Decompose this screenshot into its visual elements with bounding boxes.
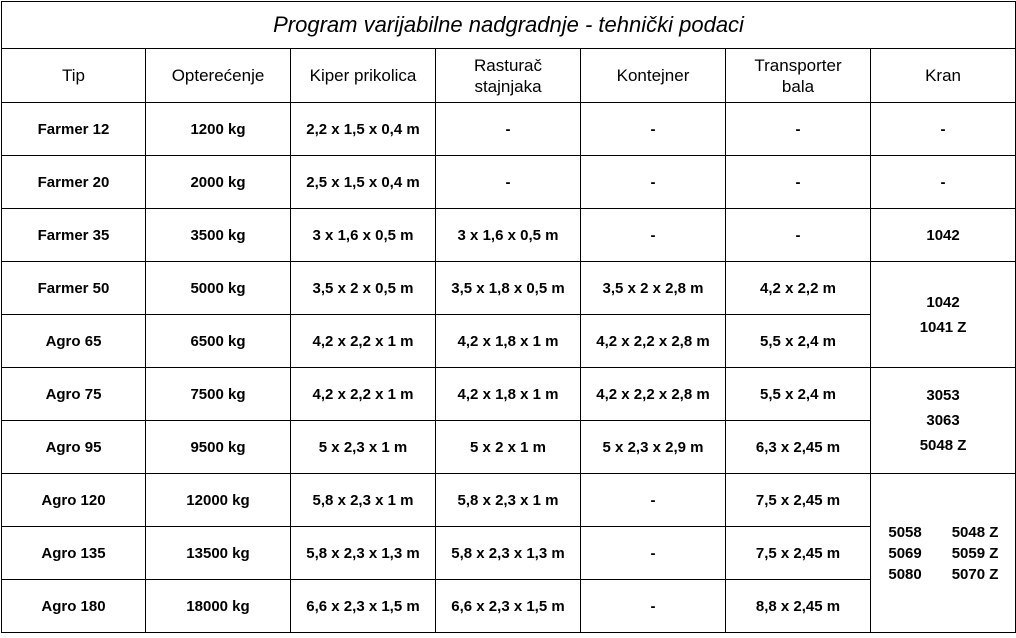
table-row bbox=[2, 209, 1016, 262]
table-row bbox=[2, 474, 1016, 527]
cell-rasturac: 3,5 x 1,8 x 0,5 m bbox=[436, 262, 581, 315]
table-row bbox=[2, 368, 1016, 421]
cell-kiper: 2,5 x 1,5 x 0,4 m bbox=[291, 156, 436, 209]
cell-rasturac: - bbox=[436, 156, 581, 209]
cell-opterecenje: 6500 kg bbox=[146, 315, 291, 368]
table-row bbox=[2, 262, 1016, 315]
kran-model: 1042 bbox=[926, 293, 960, 311]
cell-opterecenje: 13500 kg bbox=[146, 527, 291, 580]
header-transporter-bala bbox=[726, 49, 871, 103]
cell-kran: - bbox=[871, 156, 1016, 209]
cell-kontejner: 5 x 2,3 x 2,9 m bbox=[581, 421, 726, 474]
cell-kontejner: 3,5 x 2 x 2,8 m bbox=[581, 262, 726, 315]
cell-tip: Agro 120 bbox=[2, 474, 146, 527]
cell-rasturac: - bbox=[436, 103, 581, 156]
cell-kontejner: - bbox=[581, 209, 726, 262]
cell-opterecenje: 12000 kg bbox=[146, 474, 291, 527]
kran-model: 5080 bbox=[888, 565, 922, 583]
cell-kontejner: 4,2 x 2,2 x 2,8 m bbox=[581, 368, 726, 421]
cell-rasturac: 6,6 x 2,3 x 1,5 m bbox=[436, 580, 581, 633]
kran-model-grid bbox=[871, 524, 1015, 583]
cell-kiper: 3,5 x 2 x 0,5 m bbox=[291, 262, 436, 315]
cell-kontejner: - bbox=[581, 156, 726, 209]
kran-model: 5059 Z bbox=[951, 544, 999, 562]
cell-transporter: - bbox=[726, 156, 871, 209]
cell-tip: Agro 180 bbox=[2, 580, 146, 633]
table-row bbox=[2, 580, 1016, 633]
cell-kiper: 2,2 x 1,5 x 0,4 m bbox=[291, 103, 436, 156]
table-row bbox=[2, 315, 1016, 368]
cell-rasturac: 5 x 2 x 1 m bbox=[436, 421, 581, 474]
cell-opterecenje: 2000 kg bbox=[146, 156, 291, 209]
cell-rasturac: 5,8 x 2,3 x 1,3 m bbox=[436, 527, 581, 580]
cell-rasturac: 4,2 x 1,8 x 1 m bbox=[436, 315, 581, 368]
kran-model: 5048 Z bbox=[919, 437, 967, 454]
kran-model: 5048 Z bbox=[951, 523, 999, 541]
cell-kiper: 3 x 1,6 x 0,5 m bbox=[291, 209, 436, 262]
technical-data-table bbox=[1, 1, 1016, 633]
cell-kiper: 4,2 x 2,2 x 1 m bbox=[291, 368, 436, 421]
cell-kontejner: - bbox=[581, 103, 726, 156]
cell-transporter: 4,2 x 2,2 m bbox=[726, 262, 871, 315]
cell-kontejner: 4,2 x 2,2 x 2,8 m bbox=[581, 315, 726, 368]
cell-tip: Agro 65 bbox=[2, 315, 146, 368]
cell-opterecenje: 3500 kg bbox=[146, 209, 291, 262]
cell-kran-group-1 bbox=[871, 262, 1016, 368]
header-transporter-text: Transporter bala bbox=[754, 55, 842, 96]
cell-rasturac: 5,8 x 2,3 x 1 m bbox=[436, 474, 581, 527]
table-row bbox=[2, 527, 1016, 580]
cell-tip: Agro 75 bbox=[2, 368, 146, 421]
cell-tip: Farmer 35 bbox=[2, 209, 146, 262]
cell-tip: Farmer 20 bbox=[2, 156, 146, 209]
table-row bbox=[2, 103, 1016, 156]
cell-kran: 1042 bbox=[871, 209, 1016, 262]
header-opterecenje: Opterećenje bbox=[146, 49, 291, 103]
cell-transporter: 5,5 x 2,4 m bbox=[726, 315, 871, 368]
cell-tip: Agro 135 bbox=[2, 527, 146, 580]
cell-transporter: 8,8 x 2,45 m bbox=[726, 580, 871, 633]
cell-transporter: 5,5 x 2,4 m bbox=[726, 368, 871, 421]
cell-tip: Farmer 50 bbox=[2, 262, 146, 315]
cell-opterecenje: 1200 kg bbox=[146, 103, 291, 156]
table-row bbox=[2, 421, 1016, 474]
cell-transporter: 7,5 x 2,45 m bbox=[726, 474, 871, 527]
cell-kran-group-3 bbox=[871, 474, 1016, 633]
header-row bbox=[2, 49, 1016, 103]
cell-transporter: 7,5 x 2,45 m bbox=[726, 527, 871, 580]
cell-kontejner: - bbox=[581, 474, 726, 527]
header-kiper-prikolica: Kiper prikolica bbox=[291, 49, 436, 103]
cell-kontejner: - bbox=[581, 527, 726, 580]
header-rasturac-stajnjaka bbox=[436, 49, 581, 103]
cell-transporter: - bbox=[726, 103, 871, 156]
kran-model: 5058 bbox=[888, 523, 922, 541]
cell-kran-group-2 bbox=[871, 368, 1016, 474]
kran-model: 1041 Z bbox=[919, 318, 967, 336]
header-rasturac-text: Rasturač stajnjaka bbox=[473, 55, 543, 96]
kran-model: 5070 Z bbox=[951, 565, 999, 583]
cell-opterecenje: 5000 kg bbox=[146, 262, 291, 315]
kran-model: 3053 bbox=[926, 387, 960, 404]
cell-transporter: 6,3 x 2,45 m bbox=[726, 421, 871, 474]
cell-kiper: 5,8 x 2,3 x 1 m bbox=[291, 474, 436, 527]
cell-opterecenje: 7500 kg bbox=[146, 368, 291, 421]
cell-transporter: - bbox=[726, 209, 871, 262]
cell-kontejner: - bbox=[581, 580, 726, 633]
table-row bbox=[2, 156, 1016, 209]
kran-model: 5069 bbox=[888, 544, 922, 562]
header-kontejner: Kontejner bbox=[581, 49, 726, 103]
cell-opterecenje: 9500 kg bbox=[146, 421, 291, 474]
kran-model: 3063 bbox=[926, 412, 960, 429]
cell-opterecenje: 18000 kg bbox=[146, 580, 291, 633]
header-kran: Kran bbox=[871, 49, 1016, 103]
cell-kran: - bbox=[871, 103, 1016, 156]
cell-rasturac: 3 x 1,6 x 0,5 m bbox=[436, 209, 581, 262]
cell-rasturac: 4,2 x 1,8 x 1 m bbox=[436, 368, 581, 421]
cell-tip: Farmer 12 bbox=[2, 103, 146, 156]
cell-tip: Agro 95 bbox=[2, 421, 146, 474]
cell-kiper: 6,6 x 2,3 x 1,5 m bbox=[291, 580, 436, 633]
header-tip: Tip bbox=[2, 49, 146, 103]
cell-kiper: 5,8 x 2,3 x 1,3 m bbox=[291, 527, 436, 580]
table-title: Program varijabilne nadgradnje - tehnički podaci bbox=[2, 2, 1016, 49]
cell-kiper: 4,2 x 2,2 x 1 m bbox=[291, 315, 436, 368]
cell-kiper: 5 x 2,3 x 1 m bbox=[291, 421, 436, 474]
